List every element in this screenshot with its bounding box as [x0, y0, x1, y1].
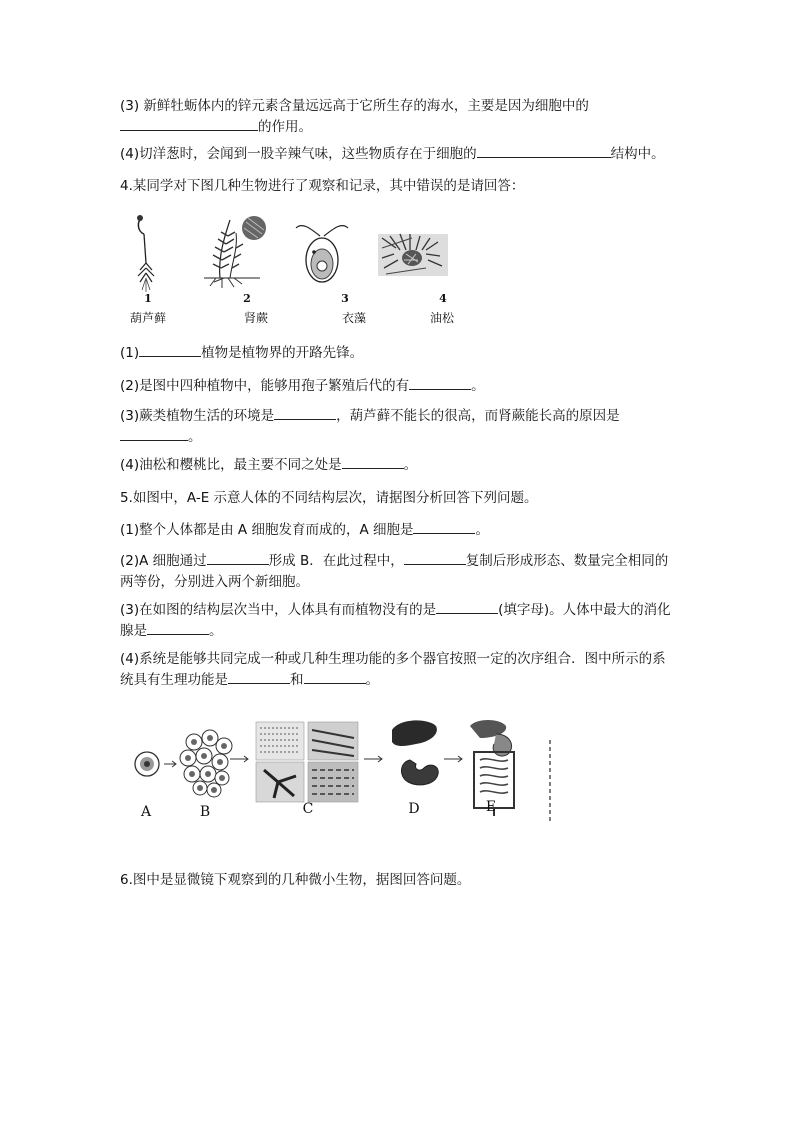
q4-part4-text: (4)油松和樱桃比，最主要不同之处是 — [120, 457, 342, 473]
q4-part1 — [120, 343, 675, 364]
q4-intro: 4.某同学对下图几种生物进行了观察和记录，其中错误的是请回答： — [120, 178, 525, 194]
figure-label: C — [302, 801, 314, 817]
plant-caption: 油松 — [429, 311, 454, 325]
q4-part1-prefix: (1) — [120, 345, 140, 361]
q5-part4-text: (4)系统是能够共同完成一种或几种生理功能的多个器官按照一定的次序组合．图中所示的系统具有生理功能是 — [120, 651, 666, 688]
q4-part4-suffix: 。 — [403, 457, 418, 473]
pine-illustration — [378, 234, 448, 276]
answer-blank[interactable] — [436, 600, 498, 614]
answer-blank[interactable] — [409, 376, 471, 390]
answer-blank[interactable] — [120, 117, 258, 131]
plants-figure — [120, 208, 480, 328]
tissues-illustration — [256, 722, 358, 802]
figure-label: D — [408, 801, 420, 817]
q5-part2-middle: 形成 B．在此过程中， — [268, 553, 404, 569]
answer-blank[interactable] — [228, 670, 290, 684]
q5-part4 — [120, 649, 675, 691]
q5-part4-suffix: 。 — [365, 672, 379, 688]
q3-part4-text: (4)切洋葱时，会闻到一股辛辣气味，这些物质存在于细胞的 — [120, 146, 477, 162]
q4-part1-text: 植物是植物界的开路先锋。 — [201, 345, 364, 361]
q4-part2-suffix: 。 — [471, 378, 485, 394]
q5-part2 — [120, 551, 675, 593]
plant-number: 1 — [144, 292, 152, 305]
plant-number: 3 — [341, 292, 349, 305]
figure-label: A — [140, 804, 152, 820]
q3-part3-suffix: 的作用。 — [258, 119, 312, 135]
chlamydomonas-illustration — [296, 226, 348, 282]
moss-illustration — [137, 215, 154, 292]
plant-caption: 葫芦藓 — [129, 311, 166, 325]
fern-illustration — [204, 216, 266, 288]
q4-part4 — [120, 455, 675, 476]
q4-part3-text: (3)蕨类植物生活的环境是 — [120, 408, 275, 424]
q5-part3 — [120, 600, 675, 642]
answer-blank[interactable] — [120, 427, 188, 441]
answer-blank[interactable] — [413, 520, 475, 534]
answer-blank[interactable] — [274, 406, 336, 420]
q6-intro: 6.图中是显微镜下观察到的几种微小生物，据图回答问题。 — [120, 872, 471, 888]
q3-part4-suffix: 结构中。 — [610, 146, 665, 162]
plant-caption: 肾蕨 — [243, 311, 268, 325]
plant-caption: 衣藻 — [341, 311, 366, 325]
organs-illustration — [392, 720, 438, 784]
plants-illustration — [120, 208, 480, 298]
q3-part4 — [120, 144, 675, 165]
q4-part2 — [120, 376, 675, 397]
q5-part4-and: 和 — [290, 672, 304, 688]
answer-blank[interactable] — [304, 670, 366, 684]
answer-blank[interactable] — [207, 551, 269, 565]
q5-part1-suffix: 。 — [475, 522, 489, 538]
figure-label: E — [485, 799, 497, 815]
answer-blank[interactable] — [477, 144, 611, 158]
answer-blank[interactable] — [404, 551, 466, 565]
answer-blank[interactable] — [139, 343, 201, 357]
q4-part3-middle: ，葫芦藓不能长的很高，而肾蕨能长高的原因是 — [336, 408, 620, 424]
q3-part3-text: (3) 新鲜牡蛎体内的锌元素含量远远高于它所生存的海水，主要是因为细胞中的 — [120, 98, 589, 114]
q4-part3 — [120, 406, 675, 448]
cell-cluster-illustration — [180, 730, 232, 797]
q5-part3-middle: (填字母)。人体中最大的消化腺是 — [120, 602, 671, 639]
q3-part3 — [120, 96, 675, 138]
answer-blank[interactable] — [342, 455, 404, 469]
q5-part1 — [120, 520, 675, 541]
body-levels-figure — [124, 712, 554, 828]
q5-part3-text: (3)在如图的结构层次当中，人体具有而植物没有的是 — [120, 602, 437, 618]
q5-part3-suffix: 。 — [209, 623, 223, 639]
q4-part3-suffix: 。 — [188, 429, 202, 445]
q5-intro: 5.如图中，A-E 示意人体的不同结构层次，请据图分析回答下列问题。 — [120, 490, 538, 506]
plant-number: 4 — [439, 292, 447, 305]
q4-part2-text: (2)是图中四种植物中，能够用孢子繁殖后代的有 — [120, 378, 410, 394]
plant-number: 2 — [243, 292, 251, 305]
figure-label: B — [199, 804, 211, 820]
q5-part2-text: (2)A 细胞通过 — [120, 553, 207, 569]
answer-blank[interactable] — [147, 621, 209, 635]
q5-part2-end: 复制后形成形态、数量完全相同的两等份，分别进入两个新细胞。 — [120, 553, 669, 590]
cell-illustration — [135, 752, 159, 776]
q5-part1-text: (1)整个人体都是由 A 细胞发育而成的，A 细胞是 — [120, 522, 414, 538]
